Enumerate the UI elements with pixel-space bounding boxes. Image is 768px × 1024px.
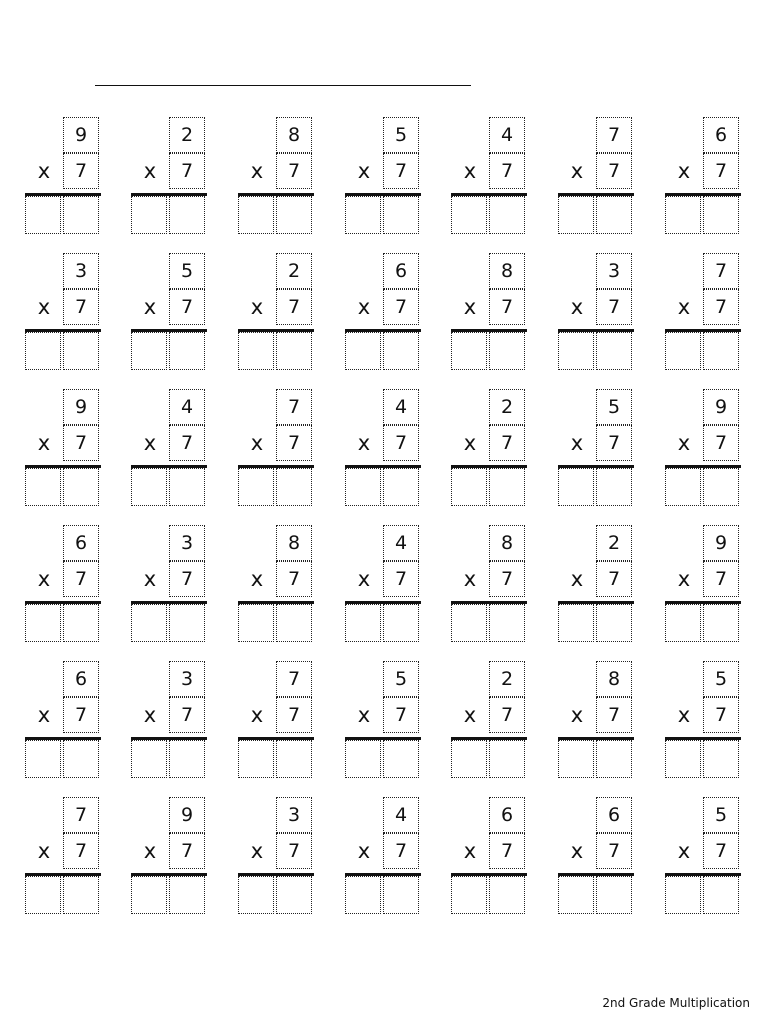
multiplicand: 6 (63, 525, 99, 561)
multiplication-problem (238, 253, 316, 371)
answer-ones-box[interactable] (276, 468, 312, 506)
multiplicand: 3 (169, 525, 205, 561)
multiplicand: 5 (703, 797, 739, 833)
times-sign: x (250, 703, 264, 727)
multiplier: 7 (703, 425, 739, 461)
multiplication-problem (238, 797, 316, 915)
answer-ones-box[interactable] (703, 196, 739, 234)
multiplicand: 6 (703, 117, 739, 153)
times-sign: x (143, 159, 157, 183)
multiplication-problem (238, 661, 316, 779)
times-sign: x (570, 839, 584, 863)
answer-ones-box[interactable] (169, 196, 205, 234)
multiplicand: 4 (489, 117, 525, 153)
multiplier: 7 (63, 425, 99, 461)
times-sign: x (570, 295, 584, 319)
multiplication-problem (451, 117, 529, 235)
answer-ones-box[interactable] (383, 468, 419, 506)
multiplicand: 7 (63, 797, 99, 833)
times-sign: x (570, 567, 584, 591)
multiplier: 7 (596, 833, 632, 869)
multiplication-problem (558, 117, 636, 235)
answer-tens-box[interactable] (25, 876, 61, 914)
multiplicand: 2 (489, 389, 525, 425)
multiplicand: 6 (489, 797, 525, 833)
times-sign: x (37, 703, 51, 727)
multiplication-problem (451, 661, 529, 779)
multiplicand: 4 (383, 525, 419, 561)
answer-ones-box[interactable] (489, 876, 525, 914)
multiplier: 7 (383, 153, 419, 189)
multiplication-problem (345, 253, 423, 371)
multiplier: 7 (383, 425, 419, 461)
multiplier: 7 (703, 833, 739, 869)
multiplier: 7 (63, 697, 99, 733)
multiplication-problem (451, 525, 529, 643)
answer-tens-box[interactable] (665, 740, 701, 778)
multiplier: 7 (383, 833, 419, 869)
times-sign: x (463, 431, 477, 455)
answer-tens-box[interactable] (665, 196, 701, 234)
answer-ones-box[interactable] (596, 332, 632, 370)
times-sign: x (463, 159, 477, 183)
multiplicand: 2 (596, 525, 632, 561)
times-sign: x (570, 431, 584, 455)
answer-ones-box[interactable] (703, 604, 739, 642)
answer-tens-box[interactable] (665, 468, 701, 506)
multiplicand: 7 (596, 117, 632, 153)
multiplicand: 3 (169, 661, 205, 697)
answer-tens-box[interactable] (345, 196, 381, 234)
answer-ones-box[interactable] (276, 332, 312, 370)
answer-ones-box[interactable] (383, 332, 419, 370)
answer-ones-box[interactable] (383, 196, 419, 234)
multiplicand: 3 (63, 253, 99, 289)
times-sign: x (677, 567, 691, 591)
multiplication-problem (665, 525, 743, 643)
times-sign: x (37, 295, 51, 319)
answer-ones-box[interactable] (489, 604, 525, 642)
answer-tens-box[interactable] (238, 740, 274, 778)
times-sign: x (677, 159, 691, 183)
answer-ones-box[interactable] (596, 876, 632, 914)
multiplier: 7 (489, 833, 525, 869)
multiplication-problem (238, 525, 316, 643)
multiplication-problem (131, 797, 209, 915)
answer-tens-box[interactable] (665, 332, 701, 370)
multiplier: 7 (703, 289, 739, 325)
multiplicand: 8 (596, 661, 632, 697)
answer-ones-box[interactable] (489, 468, 525, 506)
multiplication-problem (451, 797, 529, 915)
multiplicand: 4 (383, 797, 419, 833)
multiplication-problem (558, 525, 636, 643)
answer-ones-box[interactable] (703, 876, 739, 914)
times-sign: x (250, 295, 264, 319)
times-sign: x (677, 703, 691, 727)
answer-ones-box[interactable] (703, 468, 739, 506)
answer-ones-box[interactable] (596, 604, 632, 642)
times-sign: x (37, 159, 51, 183)
multiplication-problem (238, 117, 316, 235)
multiplier: 7 (169, 425, 205, 461)
multiplier: 7 (489, 697, 525, 733)
multiplier: 7 (703, 697, 739, 733)
answer-tens-box[interactable] (451, 332, 487, 370)
answer-tens-box[interactable] (451, 604, 487, 642)
multiplicand: 4 (169, 389, 205, 425)
multiplier: 7 (169, 697, 205, 733)
multiplication-problem (345, 797, 423, 915)
multiplicand: 6 (596, 797, 632, 833)
answer-tens-box[interactable] (345, 332, 381, 370)
multiplier: 7 (169, 833, 205, 869)
answer-tens-box[interactable] (131, 468, 167, 506)
answer-tens-box[interactable] (131, 196, 167, 234)
multiplication-problem (345, 389, 423, 507)
multiplication-problem (345, 117, 423, 235)
answer-ones-box[interactable] (596, 468, 632, 506)
times-sign: x (250, 159, 264, 183)
answer-ones-box[interactable] (63, 604, 99, 642)
multiplier: 7 (596, 425, 632, 461)
multiplicand: 7 (276, 389, 312, 425)
multiplication-problem (25, 389, 103, 507)
times-sign: x (677, 295, 691, 319)
multiplier: 7 (276, 833, 312, 869)
answer-ones-box[interactable] (276, 876, 312, 914)
answer-ones-box[interactable] (383, 740, 419, 778)
multiplication-problem (665, 797, 743, 915)
answer-tens-box[interactable] (131, 876, 167, 914)
times-sign: x (357, 431, 371, 455)
times-sign: x (143, 703, 157, 727)
multiplier: 7 (169, 561, 205, 597)
answer-ones-box[interactable] (489, 740, 525, 778)
answer-ones-box[interactable] (169, 604, 205, 642)
multiplication-problem (25, 117, 103, 235)
times-sign: x (143, 295, 157, 319)
answer-ones-box[interactable] (489, 332, 525, 370)
multiplicand: 4 (383, 389, 419, 425)
answer-ones-box[interactable] (703, 332, 739, 370)
answer-ones-box[interactable] (383, 876, 419, 914)
answer-ones-box[interactable] (63, 468, 99, 506)
answer-ones-box[interactable] (169, 332, 205, 370)
multiplicand: 2 (489, 661, 525, 697)
times-sign: x (143, 839, 157, 863)
answer-tens-box[interactable] (25, 604, 61, 642)
times-sign: x (143, 567, 157, 591)
multiplication-problem (131, 525, 209, 643)
multiplier: 7 (169, 289, 205, 325)
answer-tens-box[interactable] (558, 468, 594, 506)
multiplicand: 9 (703, 525, 739, 561)
times-sign: x (463, 567, 477, 591)
answer-tens-box[interactable] (451, 740, 487, 778)
multiplication-problem (345, 661, 423, 779)
multiplier: 7 (489, 425, 525, 461)
answer-tens-box[interactable] (131, 740, 167, 778)
multiplier: 7 (383, 561, 419, 597)
multiplication-problem (25, 661, 103, 779)
answer-tens-box[interactable] (451, 468, 487, 506)
times-sign: x (463, 839, 477, 863)
answer-tens-box[interactable] (345, 740, 381, 778)
times-sign: x (143, 431, 157, 455)
answer-tens-box[interactable] (238, 876, 274, 914)
multiplication-problem (665, 253, 743, 371)
multiplier: 7 (63, 289, 99, 325)
times-sign: x (37, 431, 51, 455)
multiplicand: 5 (703, 661, 739, 697)
answer-tens-box[interactable] (558, 196, 594, 234)
multiplication-problem (558, 797, 636, 915)
answer-tens-box[interactable] (345, 604, 381, 642)
times-sign: x (463, 703, 477, 727)
multiplier: 7 (276, 697, 312, 733)
answer-ones-box[interactable] (596, 196, 632, 234)
multiplicand: 5 (383, 117, 419, 153)
multiplicand: 3 (276, 797, 312, 833)
multiplier: 7 (489, 289, 525, 325)
multiplicand: 6 (63, 661, 99, 697)
answer-tens-box[interactable] (238, 332, 274, 370)
answer-ones-box[interactable] (596, 740, 632, 778)
answer-tens-box[interactable] (345, 468, 381, 506)
answer-tens-box[interactable] (25, 468, 61, 506)
answer-ones-box[interactable] (169, 468, 205, 506)
answer-ones-box[interactable] (276, 196, 312, 234)
multiplicand: 8 (489, 525, 525, 561)
multiplier: 7 (276, 153, 312, 189)
multiplicand: 2 (276, 253, 312, 289)
multiplicand: 8 (489, 253, 525, 289)
times-sign: x (357, 839, 371, 863)
times-sign: x (677, 431, 691, 455)
multiplicand: 9 (63, 117, 99, 153)
multiplication-problem (238, 389, 316, 507)
name-line[interactable] (95, 85, 471, 86)
multiplication-problem (451, 389, 529, 507)
multiplication-problem (665, 117, 743, 235)
multiplicand: 2 (169, 117, 205, 153)
multiplier: 7 (596, 697, 632, 733)
multiplicand: 9 (703, 389, 739, 425)
times-sign: x (357, 703, 371, 727)
times-sign: x (570, 703, 584, 727)
times-sign: x (250, 839, 264, 863)
multiplication-problem (25, 525, 103, 643)
answer-tens-box[interactable] (25, 332, 61, 370)
multiplication-problem (665, 661, 743, 779)
answer-ones-box[interactable] (63, 196, 99, 234)
answer-tens-box[interactable] (558, 332, 594, 370)
multiplier: 7 (703, 153, 739, 189)
times-sign: x (570, 159, 584, 183)
multiplier: 7 (596, 561, 632, 597)
times-sign: x (37, 839, 51, 863)
answer-tens-box[interactable] (238, 468, 274, 506)
times-sign: x (677, 839, 691, 863)
multiplicand: 5 (383, 661, 419, 697)
multiplication-problem (558, 253, 636, 371)
times-sign: x (357, 159, 371, 183)
answer-tens-box[interactable] (345, 876, 381, 914)
multiplication-problem (665, 389, 743, 507)
answer-ones-box[interactable] (489, 196, 525, 234)
multiplicand: 8 (276, 525, 312, 561)
answer-ones-box[interactable] (383, 604, 419, 642)
multiplication-problem (558, 389, 636, 507)
times-sign: x (357, 295, 371, 319)
answer-tens-box[interactable] (558, 876, 594, 914)
multiplier: 7 (703, 561, 739, 597)
multiplier: 7 (63, 153, 99, 189)
multiplicand: 5 (596, 389, 632, 425)
answer-ones-box[interactable] (63, 740, 99, 778)
multiplication-problem (558, 661, 636, 779)
multiplicand: 6 (383, 253, 419, 289)
answer-ones-box[interactable] (169, 740, 205, 778)
multiplication-problem (131, 253, 209, 371)
multiplier: 7 (276, 425, 312, 461)
multiplier: 7 (169, 153, 205, 189)
answer-tens-box[interactable] (665, 876, 701, 914)
multiplicand: 9 (169, 797, 205, 833)
answer-tens-box[interactable] (558, 604, 594, 642)
multiplication-problem (25, 797, 103, 915)
multiplicand: 7 (703, 253, 739, 289)
answer-tens-box[interactable] (558, 740, 594, 778)
multiplier: 7 (276, 561, 312, 597)
multiplicand: 8 (276, 117, 312, 153)
multiplicand: 3 (596, 253, 632, 289)
answer-tens-box[interactable] (451, 876, 487, 914)
answer-tens-box[interactable] (131, 604, 167, 642)
multiplier: 7 (383, 289, 419, 325)
answer-ones-box[interactable] (169, 876, 205, 914)
footer-label: 2nd Grade Multiplication (602, 996, 750, 1010)
multiplier: 7 (489, 561, 525, 597)
times-sign: x (357, 567, 371, 591)
multiplier: 7 (489, 153, 525, 189)
times-sign: x (463, 295, 477, 319)
multiplier: 7 (276, 289, 312, 325)
answer-tens-box[interactable] (451, 196, 487, 234)
multiplication-problem (131, 389, 209, 507)
answer-ones-box[interactable] (703, 740, 739, 778)
times-sign: x (250, 567, 264, 591)
multiplier: 7 (63, 833, 99, 869)
answer-tens-box[interactable] (131, 332, 167, 370)
answer-ones-box[interactable] (276, 604, 312, 642)
multiplicand: 5 (169, 253, 205, 289)
answer-ones-box[interactable] (63, 876, 99, 914)
multiplier: 7 (596, 289, 632, 325)
answer-tens-box[interactable] (25, 196, 61, 234)
answer-ones-box[interactable] (276, 740, 312, 778)
times-sign: x (37, 567, 51, 591)
answer-ones-box[interactable] (63, 332, 99, 370)
multiplier: 7 (596, 153, 632, 189)
multiplication-problem (345, 525, 423, 643)
multiplier: 7 (383, 697, 419, 733)
multiplicand: 9 (63, 389, 99, 425)
answer-tens-box[interactable] (665, 604, 701, 642)
answer-tens-box[interactable] (25, 740, 61, 778)
multiplier: 7 (63, 561, 99, 597)
multiplication-problem (131, 661, 209, 779)
multiplication-problem (25, 253, 103, 371)
times-sign: x (250, 431, 264, 455)
multiplication-problem (451, 253, 529, 371)
answer-tens-box[interactable] (238, 604, 274, 642)
multiplicand: 7 (276, 661, 312, 697)
multiplication-problem (131, 117, 209, 235)
answer-tens-box[interactable] (238, 196, 274, 234)
